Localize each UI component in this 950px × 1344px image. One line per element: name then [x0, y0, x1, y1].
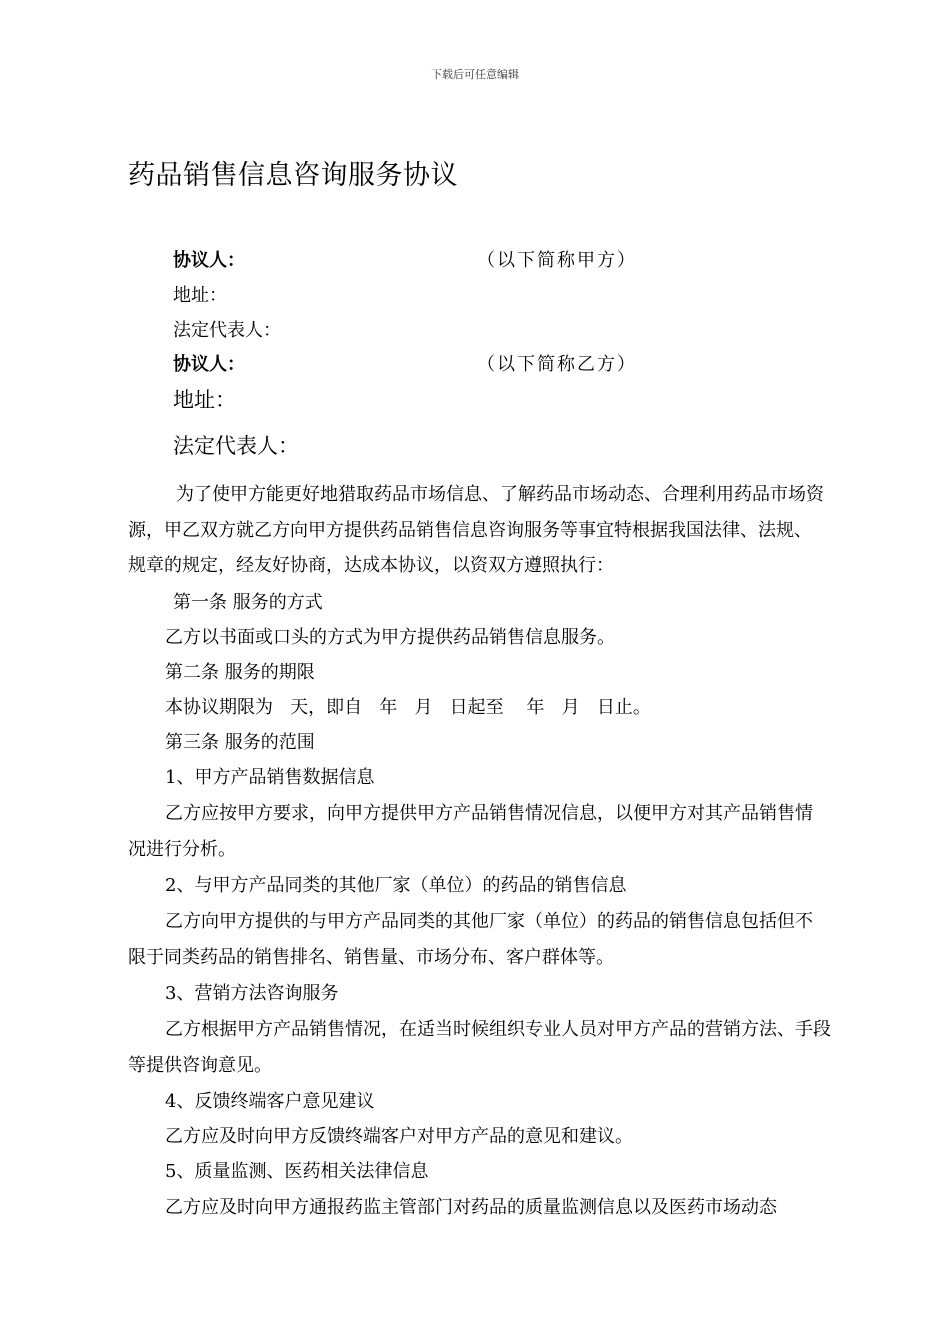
- article-1-body: 乙方以书面或口头的方式为甲方提供药品销售信息服务。: [165, 627, 615, 648]
- article-3-item-5-body: 乙方应及时向甲方通报药监主管部门对药品的质量监测信息以及医药市场动态: [165, 1197, 777, 1218]
- party-b-address: 地址：: [173, 388, 236, 412]
- party-a-label: 协议人：: [173, 250, 245, 271]
- party-b-label: 协议人：: [173, 354, 245, 375]
- article-3-item-3-body: 乙方根据甲方产品销售情况，在适当时候组织专业人员对甲方产品的营销方法、手段等提供咨询意见。: [128, 1019, 831, 1076]
- article-3-item-4-title: 4、反馈终端客户意见建议: [165, 1091, 375, 1112]
- party-b-note: （以下简称乙方）: [477, 354, 637, 375]
- article-2-body: 本协议期限为 天，即自 年 月 日起至 年 月 日止。: [165, 697, 651, 718]
- party-a-rep: 法定代表人：: [173, 320, 281, 341]
- article-1-heading: 第一条 服务的方式: [173, 592, 323, 613]
- article-2-heading: 第二条 服务的期限: [165, 662, 315, 683]
- article-3-item-1-body: 乙方应按甲方要求，向甲方提供甲方产品销售情况信息，以便甲方对其产品销售情况进行分析。: [128, 803, 813, 860]
- article-3-item-5-title: 5、质量监测、医药相关法律信息: [165, 1161, 429, 1182]
- article-3-item-3-title: 3、营销方法咨询服务: [165, 983, 339, 1004]
- party-a-address: 地址：: [173, 285, 227, 306]
- intro-paragraph: 为了使甲方能更好地猎取药品市场信息、了解药品市场动态、合理利用药品市场资源，甲乙双方就乙方向甲方提供药品销售信息咨询服务等事宜特根据我国法律、法规、规章的规定，经友好协商，达成本协议，以资双方遵照执行：: [128, 484, 824, 576]
- article-3-item-4-body: 乙方应及时向甲方反馈终端客户对甲方产品的意见和建议。: [165, 1126, 633, 1147]
- article-3-item-2-title: 2、与甲方产品同类的其他厂家（单位）的药品的销售信息: [165, 875, 627, 896]
- party-a-note: （以下简称甲方）: [477, 250, 637, 271]
- article-3-item-2-body: 乙方向甲方提供的与甲方产品同类的其他厂家（单位）的药品的销售信息包括但不限于同类药品的销售排名、销售量、市场分布、客户群体等。: [128, 911, 813, 968]
- article-3-item-1-title: 1、甲方产品销售数据信息: [165, 767, 375, 788]
- party-b-rep: 法定代表人：: [173, 434, 299, 458]
- document-title: 药品销售信息咨询服务协议: [128, 160, 458, 191]
- header-note: 下载后可任意编辑: [431, 68, 519, 81]
- article-3-heading: 第三条 服务的范围: [165, 732, 315, 753]
